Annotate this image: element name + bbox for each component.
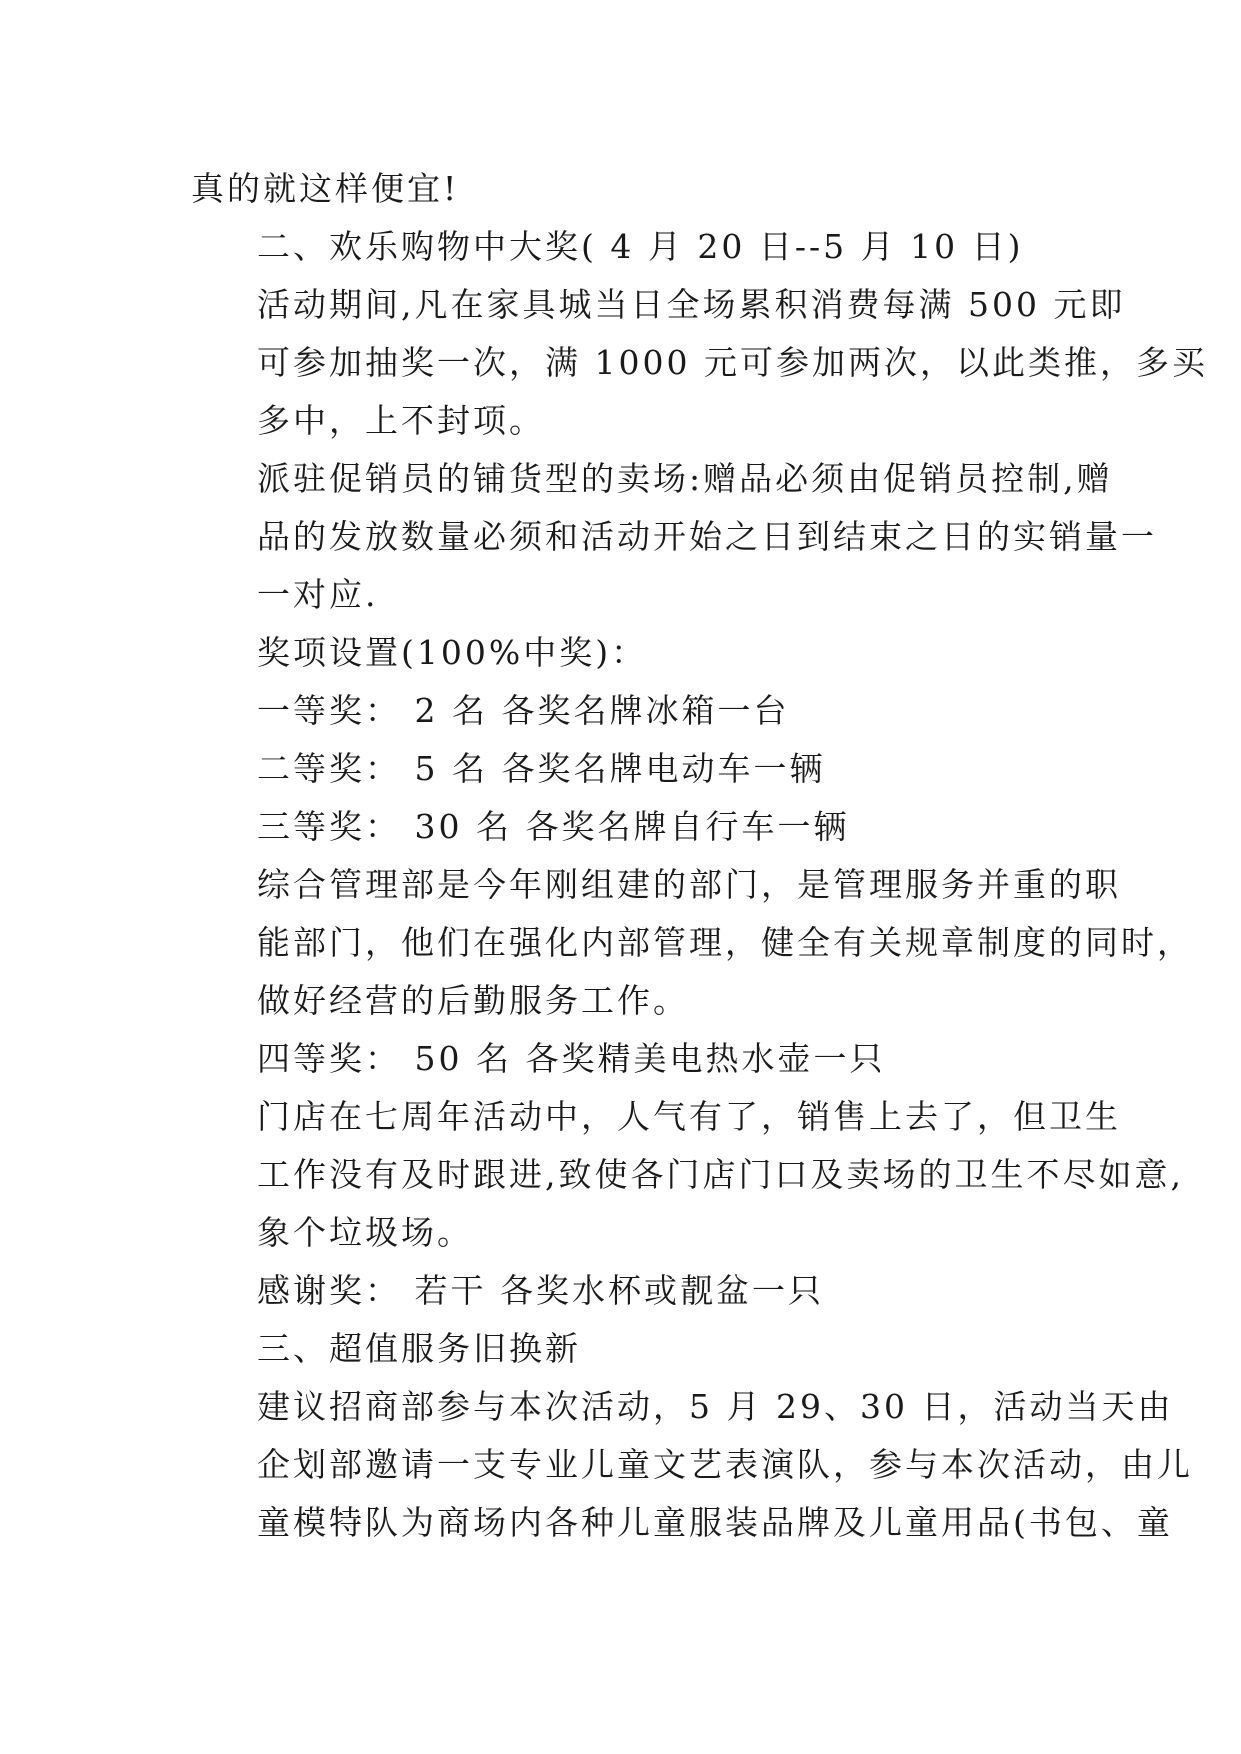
text-line: 奖项设置(100%中奖)： [257,633,648,672]
text-line: 品的发放数量必须和活动开始之日到结束之日的实销量一 [257,517,1157,556]
text-line: 象个垃圾场。 [257,1213,473,1252]
text-line: 建议招商部参与本次活动，5 月 29、30 日，活动当天由 [257,1387,1174,1426]
document-body [191,160,1208,1552]
text-line: 可参加抽奖一次，满 1000 元可参加两次，以此类推，多买 [257,343,1208,382]
text-line: 门店在七周年活动中，人气有了，销售上去了，但卫生 [257,1097,1121,1136]
text-line: 三、超值服务旧换新 [257,1329,581,1368]
text-line: 一等奖： 2 名 各奖名牌冰箱一台 [257,691,790,730]
prize-settings-heading [191,624,1056,682]
text-line: 二、欢乐购物中大奖( 4 月 20 日--5 月 10 日) [257,227,1024,266]
paragraph-management-dept [191,856,1193,1030]
prize-fourth [191,1030,1056,1088]
paragraph-store-hygiene [191,1088,1184,1262]
text-line: 感谢奖： 若干 各奖水杯或靓盆一只 [257,1271,824,1310]
text-line: 做好经营的后勤服务工作。 [257,981,689,1020]
text-line: 一对应. [257,575,379,614]
text-line: 派驻促销员的铺货型的卖场:赠品必须由促销员控制,赠 [257,459,1113,498]
paragraph-intro-tail [191,160,1056,218]
text-line: 活动期间,凡在家具城当日全场累积消费每满 500 元即 [257,285,1126,324]
section-heading-shopping-prize [191,218,1056,276]
paragraph-children-show [191,1378,1193,1552]
prize-second [191,740,1056,798]
text-line: 能部门，他们在强化内部管理，健全有关规章制度的同时， [257,923,1193,962]
prize-first [191,682,1056,740]
text-line: 四等奖： 50 名 各奖精美电热水壶一只 [257,1039,886,1078]
text-line: 多中，上不封项。 [257,401,545,440]
text-line: 真的就这样便宜! [191,169,460,208]
text-line: 工作没有及时跟进,致使各门店门口及卖场的卫生不尽如意, [257,1155,1184,1194]
text-line: 综合管理部是今年刚组建的部门，是管理服务并重的职 [257,865,1121,904]
text-line: 三等奖： 30 名 各奖名牌自行车一辆 [257,807,850,846]
text-line: 童模特队为商场内各种儿童服装品牌及儿童用品(书包、童 [257,1503,1173,1542]
prize-thanks [191,1262,1056,1320]
paragraph-lottery-rules [191,276,1208,450]
prize-third [191,798,1056,856]
text-line: 企划部邀请一支专业儿童文艺表演队，参与本次活动，由儿 [257,1445,1193,1484]
section-heading-trade-in [191,1320,1056,1378]
text-line: 二等奖： 5 名 各奖名牌电动车一辆 [257,749,826,788]
paragraph-gift-control [191,450,1157,624]
